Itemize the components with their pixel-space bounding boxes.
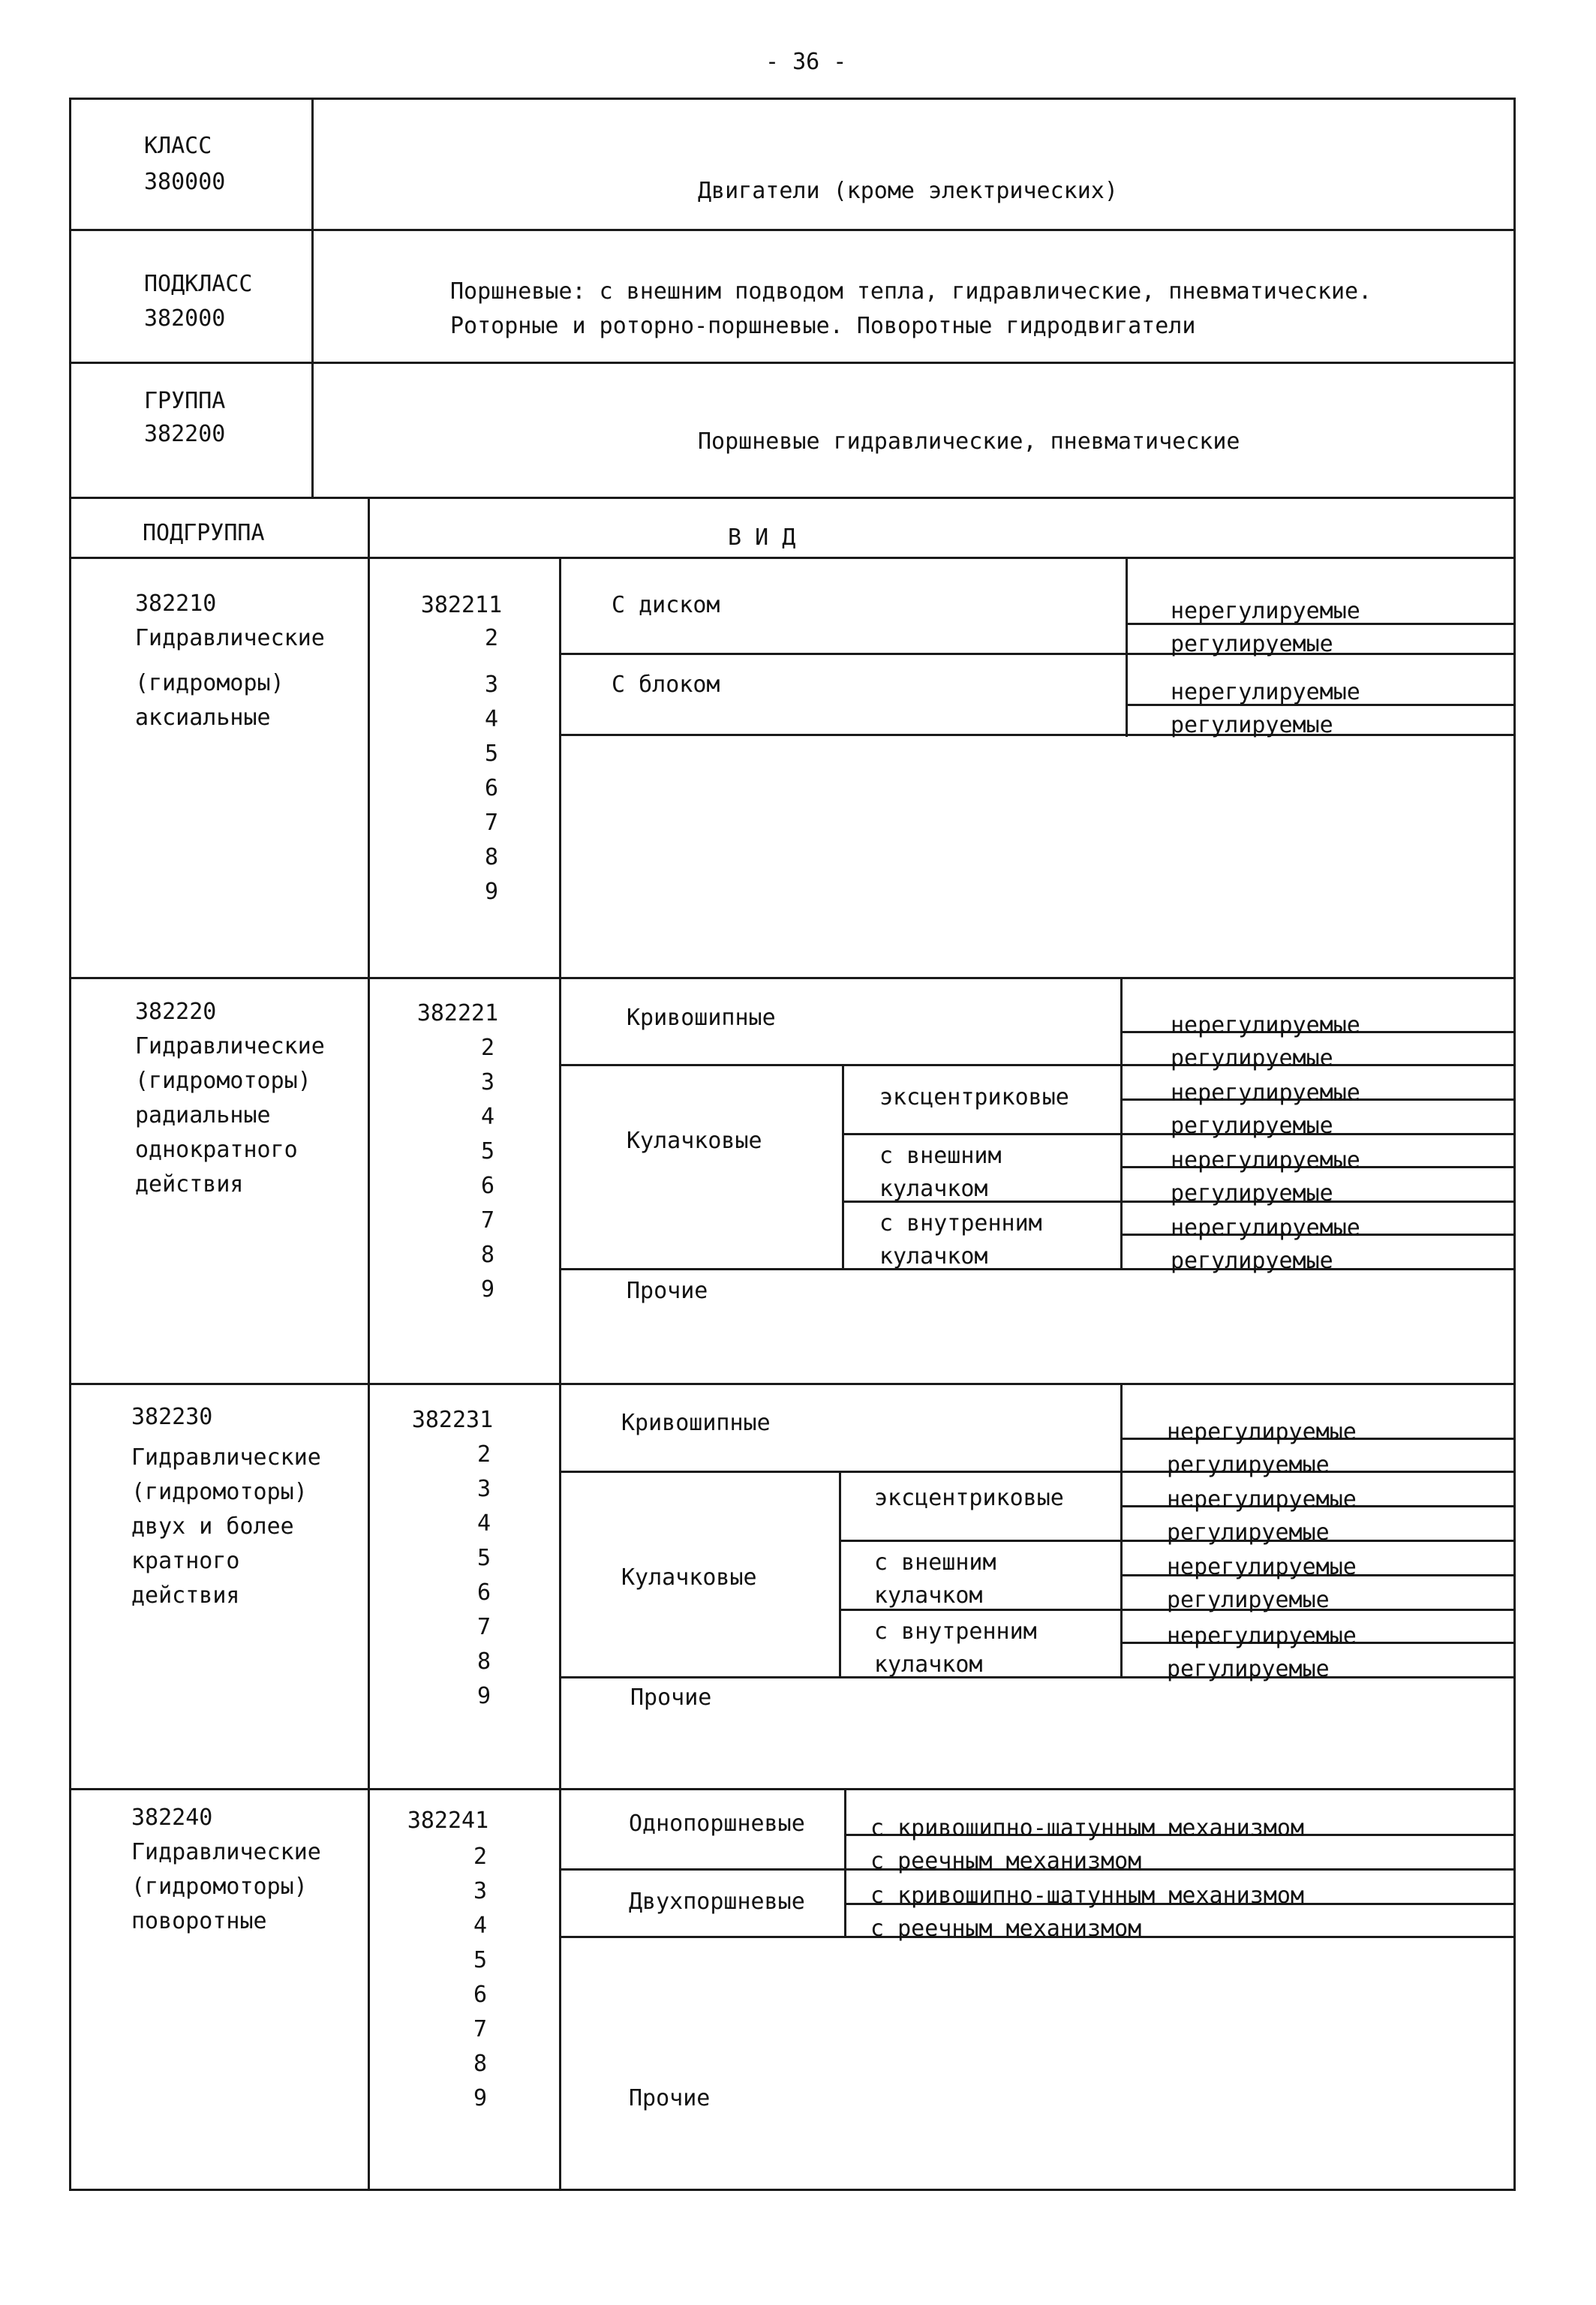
code-number: 6 xyxy=(480,1173,495,1199)
subtype-label: нерегулируемые xyxy=(1171,1147,1360,1174)
subtype-label: нерегулируемые xyxy=(1171,1215,1360,1241)
other-label: Прочие xyxy=(629,2085,711,2111)
code-number: 382241 xyxy=(407,1808,489,1834)
type-label: С блоком xyxy=(612,672,720,698)
section-separator xyxy=(69,977,1516,979)
line xyxy=(1126,557,1128,737)
code-number: 382221 xyxy=(416,1000,499,1026)
code-number: 8 xyxy=(473,2051,488,2077)
mechanism-label: с кривошипно-шатунным механизмом xyxy=(870,1815,1304,1841)
vid-header: В И Д xyxy=(728,524,796,551)
line xyxy=(69,229,1516,231)
line xyxy=(842,1064,844,1270)
code-number: 2 xyxy=(480,1035,495,1061)
subgroup-code: 382220 xyxy=(135,999,217,1025)
subtype-label: регулируемые xyxy=(1171,712,1333,738)
code-number: 4 xyxy=(480,1104,495,1130)
code-number: 9 xyxy=(480,1276,495,1303)
subtype-label: нерегулируемые xyxy=(1167,1623,1357,1649)
frame-top xyxy=(69,98,1516,100)
code-number: 7 xyxy=(480,1207,495,1234)
type-label: Кривошипные xyxy=(621,1410,771,1436)
code-number: 6 xyxy=(484,775,499,801)
line xyxy=(69,362,1516,364)
code-number: 5 xyxy=(476,1545,491,1571)
code-number: 382211 xyxy=(420,592,503,618)
cam-type-label: с внутренним xyxy=(879,1210,1042,1237)
frame-left xyxy=(69,98,71,2191)
type-label: Двухпоршневые xyxy=(629,1889,805,1915)
mechanism-label: с кривошипно-шатунным механизмом xyxy=(870,1883,1304,1909)
subtype-label: регулируемые xyxy=(1171,1180,1333,1207)
code-number: 3 xyxy=(476,1476,491,1502)
code-number: 2 xyxy=(473,1844,488,1870)
cam-type-label: эксцентриковые xyxy=(879,1084,1069,1110)
subgroup-name-line: Гидравлические xyxy=(131,1839,321,1865)
line xyxy=(1120,1383,1123,1677)
podgruppa-header: ПОДГРУППА xyxy=(143,520,265,546)
subgroup-name-line: Гидравлические xyxy=(131,1444,321,1471)
subtype-label: нерегулируемые xyxy=(1167,1486,1357,1513)
code-number: 7 xyxy=(476,1614,491,1640)
code-number: 382231 xyxy=(411,1407,494,1433)
subgroup-name-line: (гидроморы) xyxy=(135,670,284,696)
subgroup-name-line: Гидравлические xyxy=(135,625,325,651)
code-number: 3 xyxy=(484,672,499,698)
line xyxy=(559,1268,1516,1270)
cam-type-label: кулачком xyxy=(874,1582,983,1609)
cam-type-label: эксцентриковые xyxy=(874,1485,1064,1511)
subtype-label: регулируемые xyxy=(1167,1519,1330,1546)
subgroup-name-line: однократного xyxy=(135,1137,298,1163)
cam-type-label: кулачком xyxy=(874,1651,983,1678)
subtype-label: регулируемые xyxy=(1171,1113,1333,1139)
subtype-label: регулируемые xyxy=(1171,631,1333,657)
subgroup-code: 382230 xyxy=(131,1404,213,1430)
cam-type-label: с внешним xyxy=(874,1549,996,1576)
subtype-label: нерегулируемые xyxy=(1171,1012,1360,1038)
subgroup-name-line: кратного xyxy=(131,1548,240,1574)
subgroup-name-line: (гидромоторы) xyxy=(131,1874,308,1900)
type-label: С диском xyxy=(612,592,720,618)
klass-code: 380000 xyxy=(144,169,226,195)
cam-type-label: кулачком xyxy=(879,1243,988,1270)
cam-type-label: с внешним xyxy=(879,1143,1002,1169)
code-number: 8 xyxy=(480,1242,495,1268)
code-number: 8 xyxy=(484,844,499,870)
subtype-label: регулируемые xyxy=(1171,1045,1333,1071)
subtype-label: нерегулируемые xyxy=(1167,1554,1357,1580)
code-number: 9 xyxy=(473,2085,488,2111)
code-number: 3 xyxy=(473,1878,488,1904)
frame-right xyxy=(1513,98,1516,2191)
other-label: Прочие xyxy=(630,1684,712,1711)
subgroup-name-line: действия xyxy=(135,1171,244,1198)
podklass-label: ПОДКЛАСС xyxy=(144,271,253,297)
gruppa-title: Поршневые гидравлические, пневматические xyxy=(698,428,1240,455)
line xyxy=(1120,977,1123,1270)
subtype-label: нерегулируемые xyxy=(1171,1080,1360,1106)
line xyxy=(839,1471,841,1677)
podklass-title-line2: Роторные и роторно-поршневые. Поворотные гидродвигатели xyxy=(450,313,1196,339)
subtype-label: регулируемые xyxy=(1167,1656,1330,1682)
other-label: Прочие xyxy=(627,1278,708,1304)
gruppa-code: 382200 xyxy=(144,421,226,447)
column-divider-1 xyxy=(368,497,370,2191)
code-number: 5 xyxy=(473,1947,488,1973)
type-label: Кулачковые xyxy=(621,1564,757,1591)
code-number: 5 xyxy=(480,1138,495,1165)
type-label: Кулачковые xyxy=(627,1128,762,1154)
subgroup-code: 382240 xyxy=(131,1805,213,1831)
klass-title: Двигатели (кроме электрических) xyxy=(698,178,1118,204)
line xyxy=(69,557,1516,559)
subgroup-name-line: (гидромоторы) xyxy=(135,1068,311,1094)
subtype-label: нерегулируемые xyxy=(1171,598,1360,624)
frame-bottom xyxy=(69,2189,1516,2191)
code-number: 4 xyxy=(473,1913,488,1939)
subtype-label: нерегулируемые xyxy=(1171,679,1360,705)
gruppa-label: ГРУППА xyxy=(144,388,226,414)
code-number: 5 xyxy=(484,741,499,767)
section-separator xyxy=(69,1788,1516,1790)
page-number: - 36 - xyxy=(765,49,847,75)
subgroup-code: 382210 xyxy=(135,591,217,617)
cam-type-label: кулачком xyxy=(879,1176,988,1202)
klass-label: КЛАСС xyxy=(144,133,212,159)
code-number: 3 xyxy=(480,1069,495,1095)
line xyxy=(559,1471,1516,1473)
subtype-label: регулируемые xyxy=(1167,1587,1330,1613)
podklass-title-line1: Поршневые: с внешним подводом тепла, гидравлические, пневматические. xyxy=(450,278,1372,305)
line xyxy=(559,1676,1516,1678)
code-number: 4 xyxy=(484,706,499,732)
code-number: 6 xyxy=(473,1982,488,2008)
subgroup-name-line: (гидромоторы) xyxy=(131,1479,308,1505)
code-number: 7 xyxy=(473,2016,488,2042)
subtype-label: регулируемые xyxy=(1171,1248,1333,1274)
mechanism-label: с реечным механизмом xyxy=(870,1916,1142,1942)
line xyxy=(69,497,1516,499)
subtype-label: регулируемые xyxy=(1167,1452,1330,1478)
code-number: 8 xyxy=(476,1648,491,1675)
line xyxy=(559,734,1516,736)
code-number: 4 xyxy=(476,1510,491,1537)
subgroup-name-line: аксиальные xyxy=(135,705,271,731)
section-separator xyxy=(69,1383,1516,1385)
code-number: 9 xyxy=(484,879,499,905)
subgroup-name-line: действия xyxy=(131,1582,240,1609)
cam-type-label: с внутренним xyxy=(874,1618,1037,1645)
header-divider xyxy=(311,98,314,499)
subgroup-name-line: радиальные xyxy=(135,1102,271,1128)
code-number: 2 xyxy=(484,625,499,651)
code-number: 2 xyxy=(476,1441,491,1468)
code-number: 6 xyxy=(476,1579,491,1606)
code-number: 9 xyxy=(476,1683,491,1709)
subgroup-name-line: двух и более xyxy=(131,1513,294,1540)
subtype-label: нерегулируемые xyxy=(1167,1419,1357,1445)
column-divider-2 xyxy=(559,557,561,2191)
line xyxy=(844,1788,846,1938)
mechanism-label: с реечным механизмом xyxy=(870,1848,1142,1874)
type-label: Кривошипные xyxy=(627,1005,776,1031)
code-number: 7 xyxy=(484,810,499,836)
type-label: Однопоршневые xyxy=(629,1811,805,1837)
line xyxy=(559,1064,1516,1066)
subgroup-name-line: Гидравлические xyxy=(135,1033,325,1059)
podklass-code: 382000 xyxy=(144,305,226,332)
line xyxy=(559,653,1516,655)
subgroup-name-line: поворотные xyxy=(131,1908,267,1934)
